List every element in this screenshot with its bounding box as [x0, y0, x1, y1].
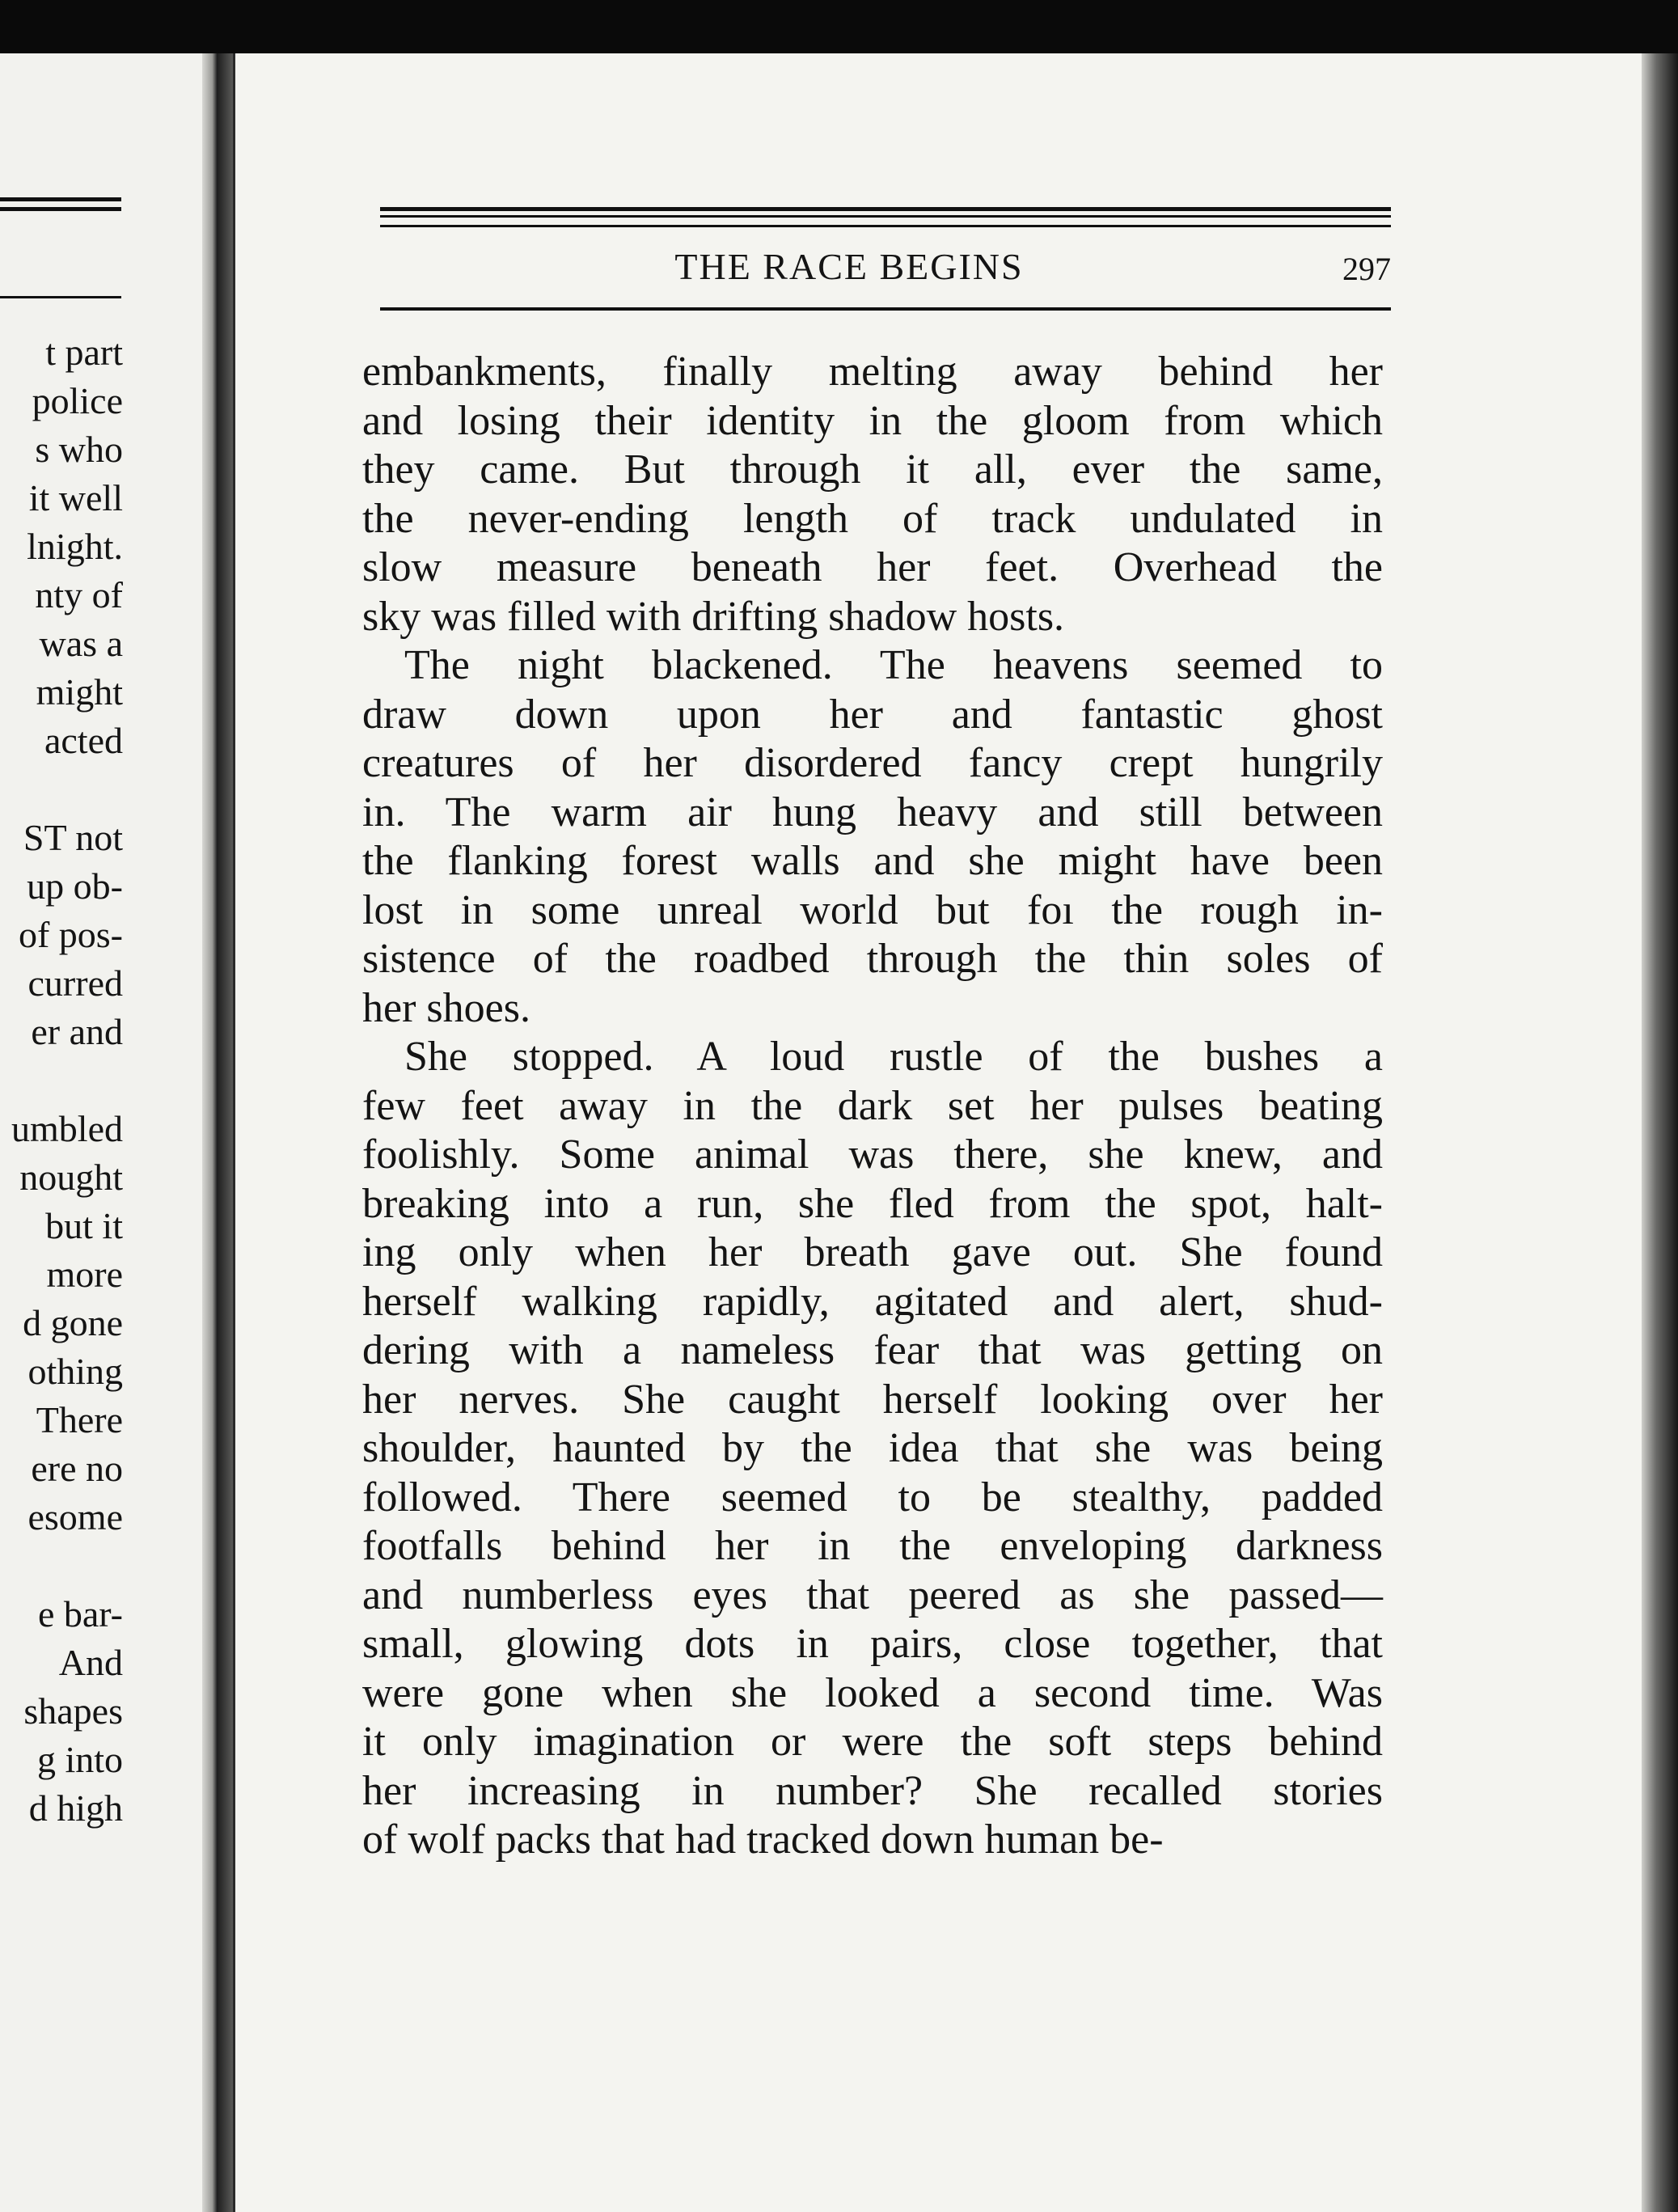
text-line: creatures of her disordered fancy crept hungrily [362, 740, 1383, 786]
text-line: her shoes. [362, 984, 530, 1031]
body-text [362, 348, 1383, 1865]
left-page-line: umbled [11, 1108, 123, 1149]
left-page-line [0, 1542, 123, 1590]
text-line: of wolf packs that had tracked down human be- [362, 1817, 1164, 1863]
left-page-gutter-shadow [202, 53, 217, 2212]
text-line: the never-ending length of track undulated in [362, 495, 1383, 542]
left-page-line: othing [27, 1351, 123, 1392]
text-line: sky was filled with drifting shadow hosts. [362, 593, 1065, 640]
text-line: her increasing in number? She recalled stories [362, 1767, 1383, 1814]
left-header-rule-bottom [0, 296, 121, 298]
text-line: shoulder, haunted by the idea that she was being [362, 1425, 1383, 1471]
left-page-line: lnight. [27, 526, 123, 567]
left-page-line: There [36, 1399, 123, 1440]
text-line: the flanking forest walls and she might have been [362, 838, 1383, 884]
text-line: ing only when her breath gave out. She found [362, 1229, 1383, 1275]
paragraph [362, 348, 1383, 641]
left-page-line: curred [27, 962, 123, 1004]
left-page-line: nty of [35, 574, 123, 615]
left-page-line: e bar- [37, 1593, 123, 1635]
left-page-line: nought [19, 1157, 123, 1198]
text-line: draw down upon her and fantastic ghost [362, 691, 1383, 738]
chapter-title: THE RACE BEGINS [674, 246, 1024, 287]
text-line: The night blackened. The heavens seemed to [404, 642, 1383, 688]
text-line: they came. But through it all, ever the same, [362, 446, 1383, 493]
page-number: 297 [1342, 251, 1391, 287]
paragraph [362, 641, 1383, 1033]
left-page-line: g into [36, 1739, 123, 1780]
text-line: dering with a nameless fear that was getting on [362, 1327, 1383, 1373]
text-line: breaking into a run, she fled from the spot, halt- [362, 1180, 1383, 1227]
left-page-line: was a [39, 623, 123, 664]
left-page-line: up ob- [27, 865, 123, 907]
left-page-line: acted [44, 720, 123, 761]
text-line: small, glowing dots in pairs, close together, that [362, 1621, 1383, 1667]
text-line: footfalls behind her in the enveloping darkness [362, 1523, 1383, 1569]
book-spine [217, 53, 233, 2212]
header-rule-top-2 [380, 215, 1391, 218]
text-line: foolishly. Some animal was there, she knew, and [362, 1131, 1383, 1178]
text-line: She stopped. A loud rustle of the bushes a [404, 1034, 1383, 1080]
left-page-line: might [36, 671, 123, 713]
header-rule-top-1 [380, 207, 1391, 211]
left-page-line: of pos- [18, 914, 123, 955]
left-page-line: t part [45, 332, 123, 373]
left-header-rule-top-2 [0, 207, 121, 211]
left-page-line: more [46, 1254, 123, 1295]
left-page-text [0, 328, 123, 1833]
left-page-line: ere no [31, 1448, 123, 1489]
text-line: her nerves. She caught herself looking over her [362, 1376, 1383, 1423]
text-line: and losing their identity in the gloom from which [362, 397, 1383, 444]
text-line: in. The warm air hung heavy and still between [362, 789, 1383, 835]
text-line: lost in some unreal world but foı the rough in- [362, 886, 1383, 933]
left-page-line: d high [28, 1787, 123, 1829]
left-page-line: er and [31, 1011, 123, 1052]
facing-page-left [0, 53, 217, 2212]
left-page-line: s who [35, 429, 123, 470]
header-rule-bottom [380, 307, 1391, 311]
paragraph [362, 1033, 1383, 1865]
text-line: it only imagination or were the soft steps behind [362, 1719, 1383, 1765]
left-page-line: And [58, 1642, 123, 1683]
text-line: herself walking rapidly, agitated and alert, shud- [362, 1278, 1383, 1325]
left-page-line: ST not [23, 817, 123, 858]
left-page-line [0, 765, 123, 814]
text-line: were gone when she looked a second time. Was [362, 1669, 1383, 1716]
left-page-line: it well [28, 477, 123, 518]
text-line: embankments, finally melting away behind her [362, 349, 1383, 395]
text-line: slow measure beneath her feet. Overhead the [362, 544, 1383, 590]
text-line: sistence of the roadbed through the thin soles of [362, 936, 1383, 982]
text-line: and numberless eyes that peered as she passed— [362, 1571, 1383, 1618]
left-page-line: d gone [23, 1302, 123, 1343]
text-line: few feet away in the dark set her pulses beating [362, 1082, 1383, 1129]
left-page-line: shapes [23, 1690, 123, 1732]
left-page-line: police [32, 380, 123, 421]
left-page-line [0, 1056, 123, 1105]
left-page-line: esome [27, 1496, 123, 1537]
left-header-rule-top [0, 197, 121, 201]
left-page-line: but it [45, 1205, 123, 1246]
page-edge-shadow [1642, 53, 1678, 2212]
header-rule-top-3 [380, 225, 1391, 227]
text-line: followed. There seemed to be stealthy, padded [362, 1474, 1383, 1520]
running-header [380, 245, 1391, 294]
